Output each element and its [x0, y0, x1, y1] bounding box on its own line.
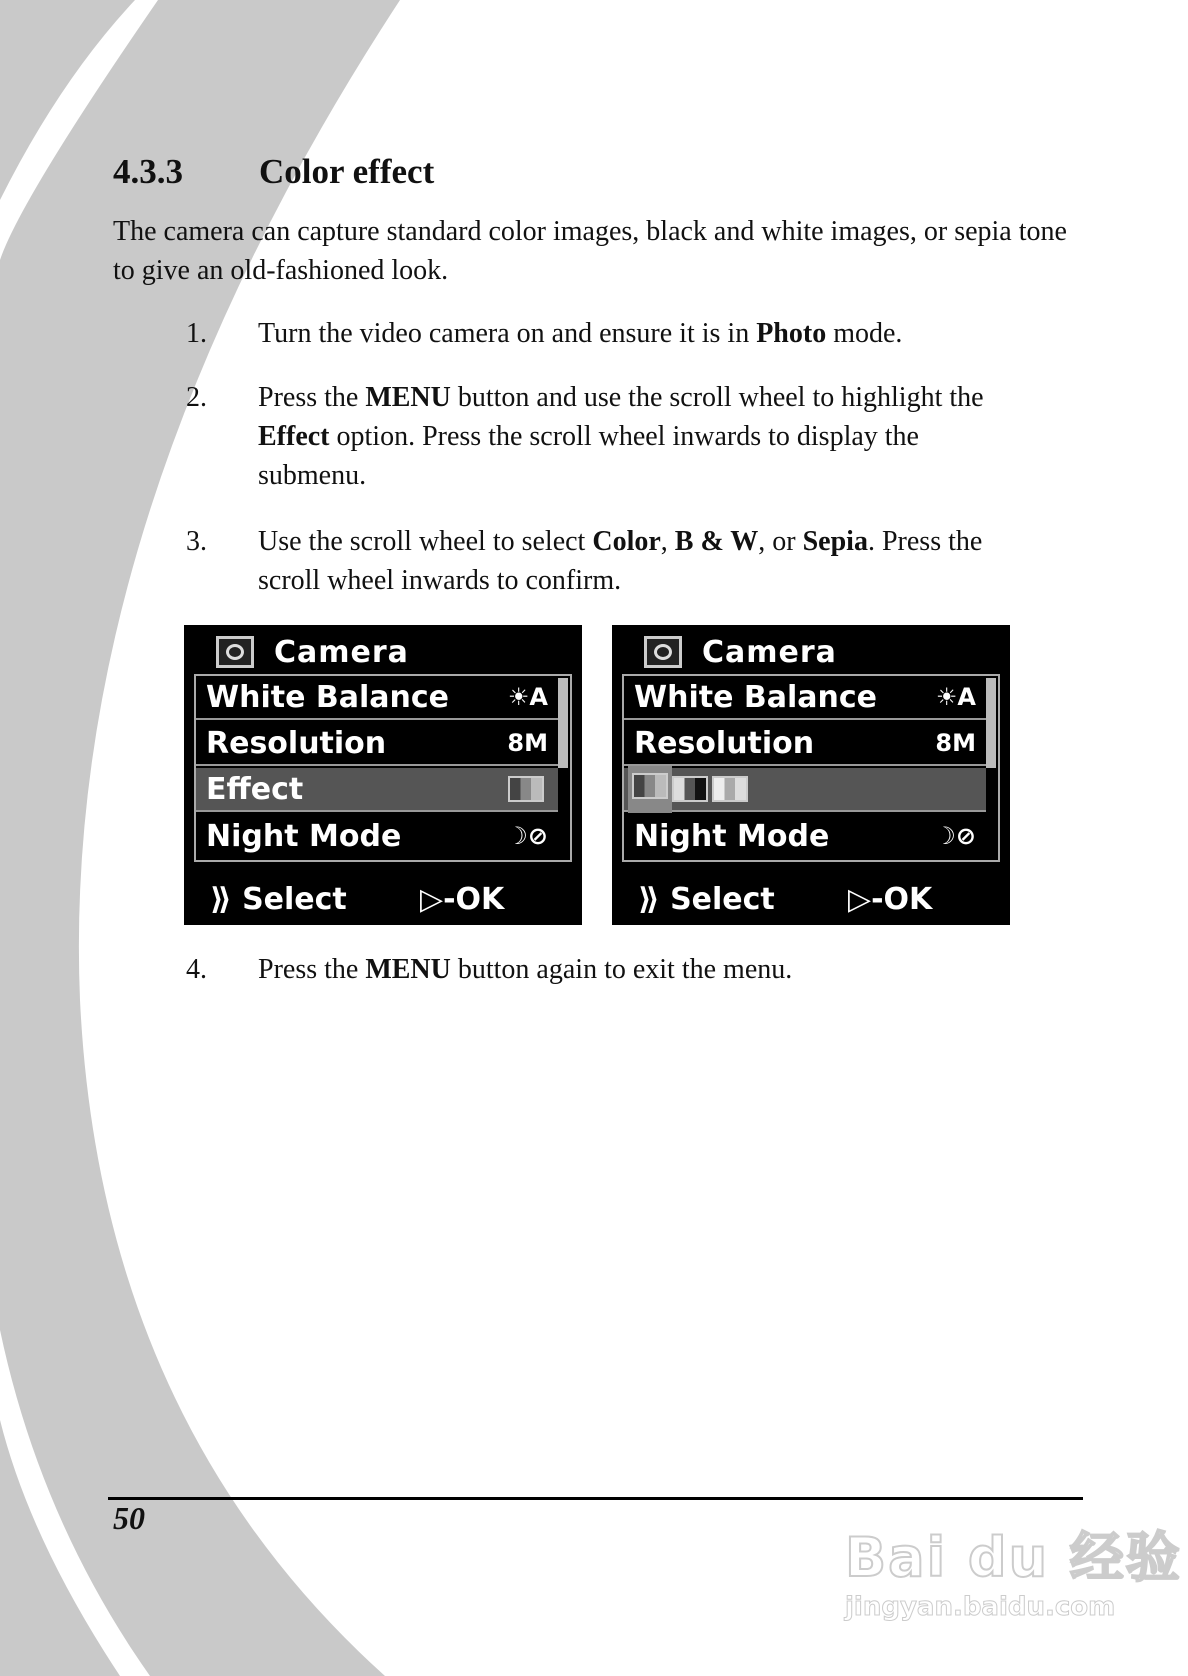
night-mode-off-icon: ☽⊘ — [506, 822, 548, 850]
menu-item-effect[interactable]: Effect — [196, 768, 558, 812]
menu-list — [194, 674, 572, 862]
camera-menu-screen-submenu: Camera White Balance ☀A Resolution 8M Night Mode ☽⊘ ⟫ Select ▷-OK — [612, 625, 1010, 925]
menu-item-night-mode[interactable]: Night Mode ☽⊘ — [634, 818, 976, 854]
scrollbar[interactable] — [558, 678, 568, 768]
white-balance-auto-icon: ☀A — [507, 683, 548, 711]
camera-menu-screen-effect: Camera White Balance ☀A Resolution 8M Effect Night Mode ☽⊘ ⟫ Select ▷-OK — [184, 625, 582, 925]
select-hint: ⟫ Select — [210, 882, 347, 917]
color-effect-icon — [508, 776, 544, 802]
page-number: 50 — [113, 1500, 145, 1536]
footer-rule — [108, 1497, 1083, 1500]
section-heading: 4.3.3 Color effect — [113, 152, 435, 191]
menu-item-resolution[interactable]: Resolution 8M — [196, 722, 558, 766]
menu-item-resolution[interactable]: Resolution 8M — [624, 722, 986, 766]
sepia-option-icon[interactable] — [712, 776, 748, 802]
intro-paragraph: The camera can capture standard color images, black and white images, or sepia tone to give an old-fashioned look. — [113, 216, 1067, 286]
menu-list — [622, 674, 1000, 862]
camera-icon — [216, 636, 254, 668]
menu-item-white-balance[interactable]: White Balance ☀A — [624, 676, 986, 720]
white-balance-auto-icon: ☀A — [935, 683, 976, 711]
menu-item-night-mode[interactable]: Night Mode ☽⊘ — [206, 818, 548, 854]
menu-item-white-balance[interactable]: White Balance ☀A — [196, 676, 558, 720]
select-hint: ⟫ Select — [638, 882, 775, 917]
ok-hint: ▷-OK — [848, 882, 933, 917]
baidu-watermark: Bai du 经验 jingyan.baidu.com — [845, 1526, 1182, 1622]
bw-option-icon[interactable] — [672, 776, 708, 802]
camera-icon — [644, 636, 682, 668]
ok-hint: ▷-OK — [420, 882, 505, 917]
color-option-icon[interactable] — [632, 773, 668, 799]
effect-submenu — [624, 768, 986, 812]
night-mode-off-icon: ☽⊘ — [934, 822, 976, 850]
scrollbar[interactable] — [986, 678, 996, 768]
